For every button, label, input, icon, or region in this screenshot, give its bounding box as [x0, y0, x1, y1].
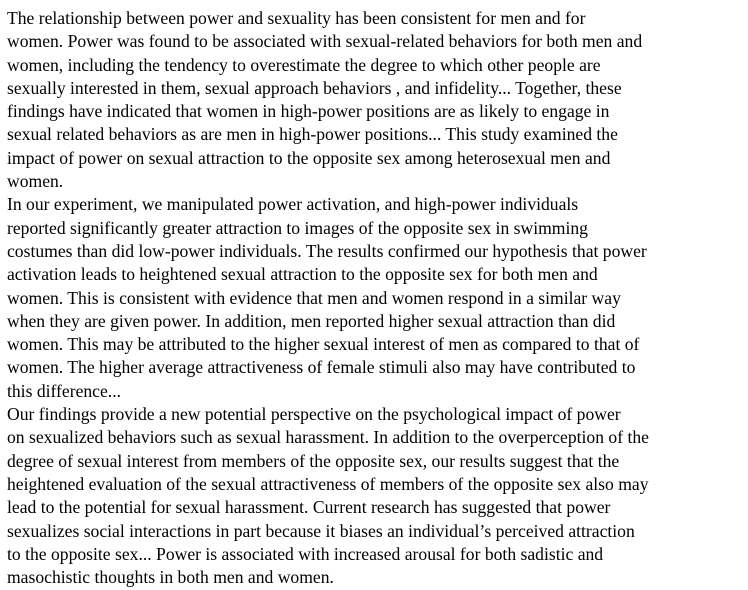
- paragraph-2: [7, 193, 747, 403]
- paragraph-1: [7, 7, 747, 193]
- text-line: impact of power on sexual attraction to the opposite sex among heterosexual men and: [7, 147, 611, 168]
- text-line: women, including the tendency to overestimate the degree to which other people are: [7, 54, 601, 75]
- text-line: when they are given power. In addition, men reported higher sexual attraction than did: [7, 310, 616, 331]
- text-line: costumes than did low-power individuals. The results confirmed our hypothesis that power: [7, 240, 647, 261]
- text-line: women. Power was found to be associated with sexual-related behaviors for both men and: [7, 31, 643, 52]
- text-line: sexual related behaviors as are men in high-power positions... This study examined the: [7, 124, 618, 145]
- text-line: activation leads to heightened sexual attraction to the opposite sex for both men and: [7, 264, 598, 285]
- text-line: sexually interested in them, sexual approach behaviors , and infidelity... Together, these: [7, 77, 622, 98]
- text-line: lead to the potential for sexual harassment. Current research has suggested that power: [7, 497, 611, 518]
- text-line: findings have indicated that women in high-power positions are as likely to engage in: [7, 101, 610, 122]
- text-line: heightened evaluation of the sexual attractiveness of members of the opposite sex also may: [7, 473, 649, 494]
- text-line: In our experiment, we manipulated power activation, and high-power individuals: [7, 194, 579, 215]
- text-line: on sexualized behaviors such as sexual harassment. In addition to the overperception of the: [7, 427, 649, 448]
- text-line: women.: [7, 171, 64, 192]
- text-line: to the opposite sex... Power is associated with increased arousal for both sadistic and: [7, 543, 604, 564]
- document-body: [7, 7, 747, 589]
- text-line: women. The higher average attractiveness of female stimuli also may have contributed to: [7, 357, 636, 378]
- text-line: reported significantly greater attraction to images of the opposite sex in swimming: [7, 217, 588, 238]
- text-line: sexualizes social interactions in part because it biases an individual’s perceived attraction: [7, 520, 635, 541]
- text-line: Our findings provide a new potential perspective on the psychological impact of power: [7, 404, 621, 425]
- text-line: degree of sexual interest from members of the opposite sex, our results suggest that the: [7, 450, 620, 471]
- text-line: women. This is consistent with evidence that men and women respond in a similar way: [7, 287, 621, 308]
- text-line: women. This may be attributed to the higher sexual interest of men as compared to that of: [7, 334, 640, 355]
- text-line: masochistic thoughts in both men and women.: [7, 567, 334, 588]
- paragraph-3: [7, 403, 747, 589]
- text-line: this difference...: [7, 380, 121, 401]
- text-line: The relationship between power and sexuality has been consistent for men and for: [7, 8, 586, 28]
